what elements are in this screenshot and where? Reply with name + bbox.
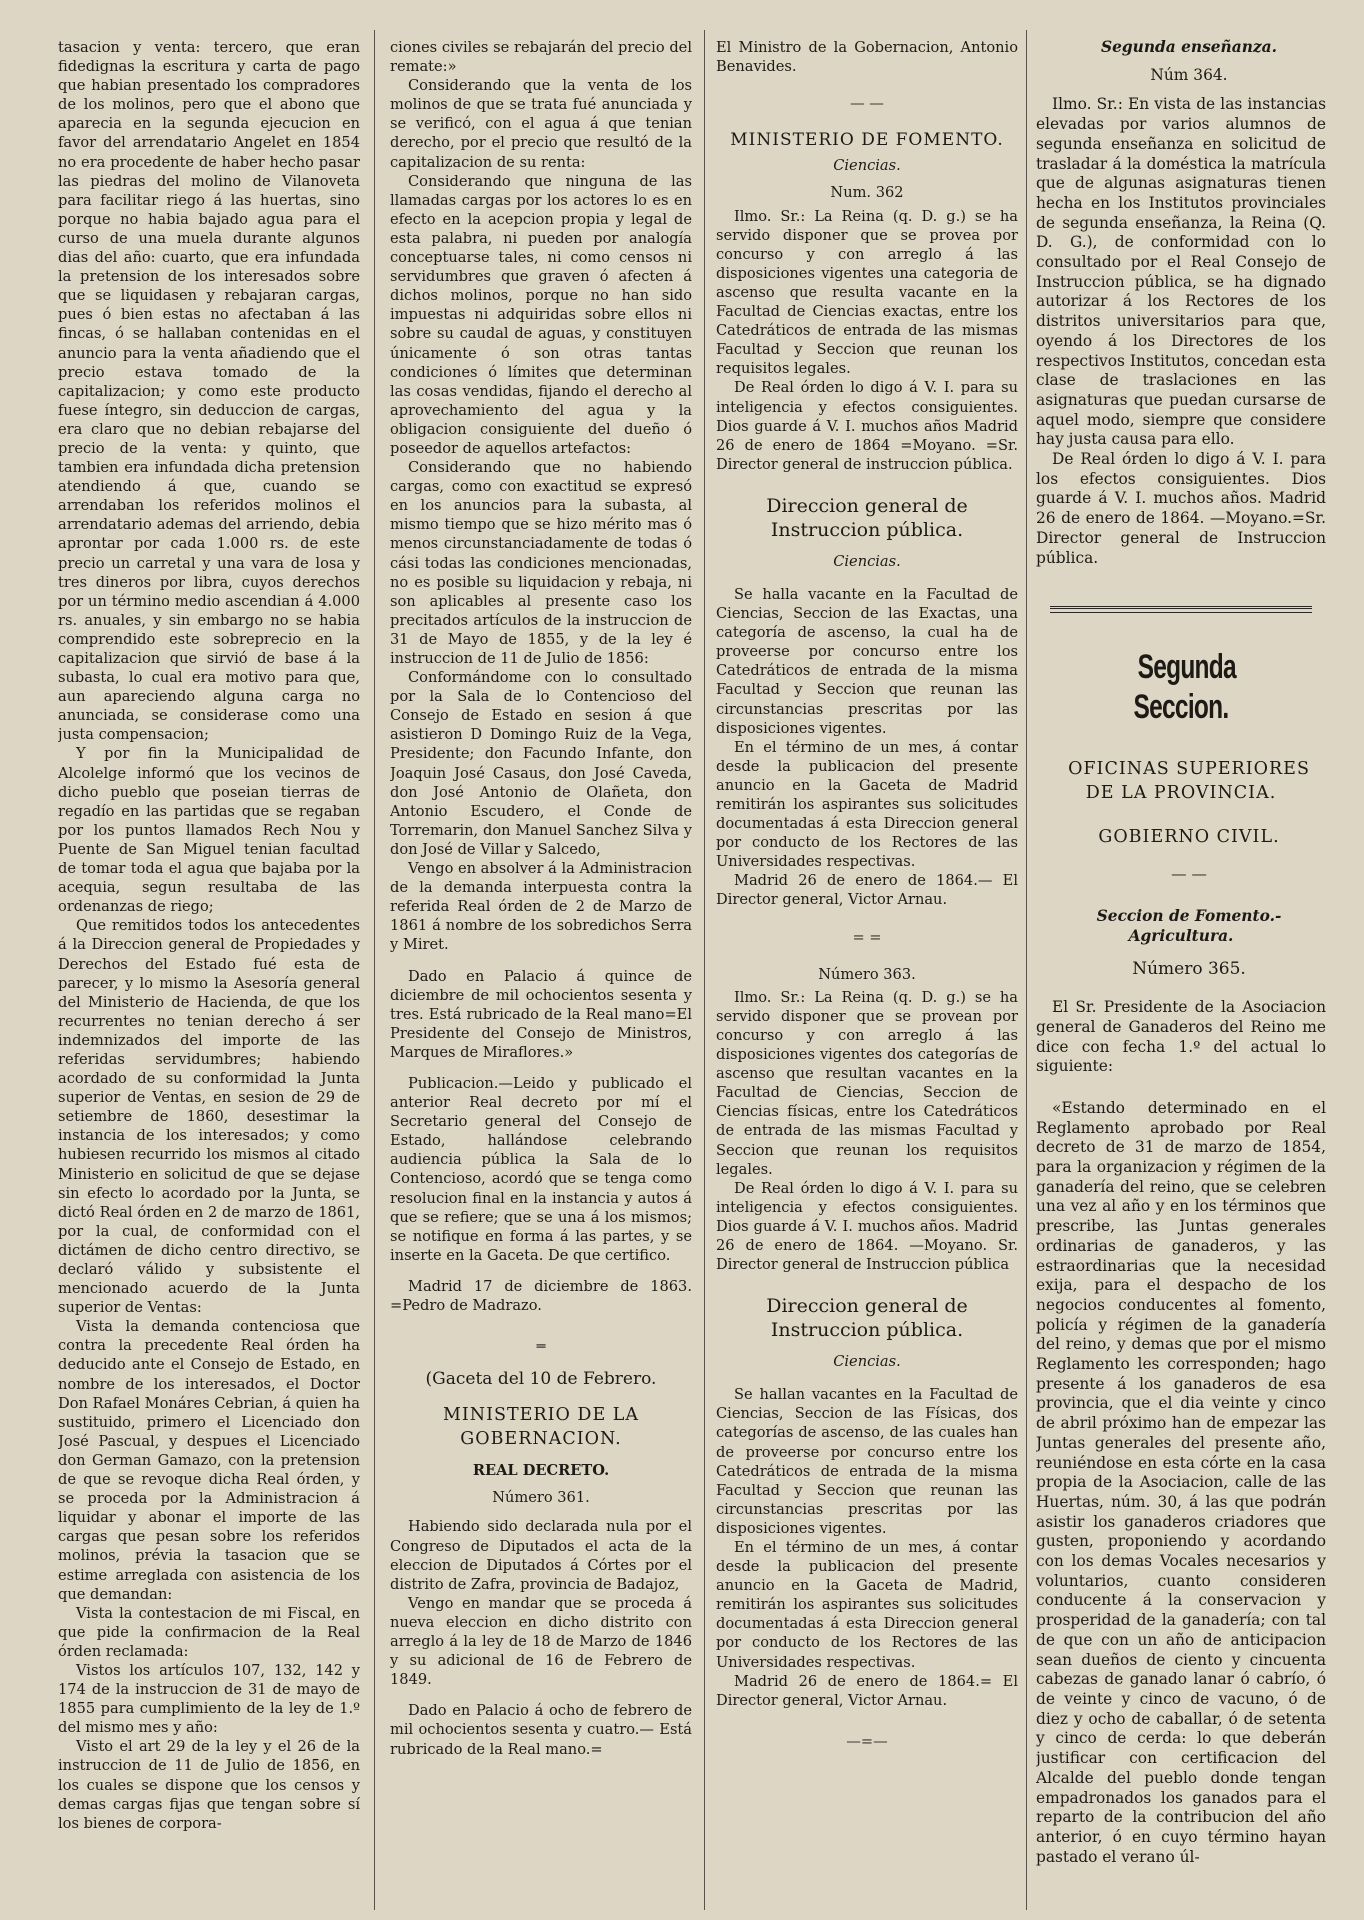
column-4	[1036, 38, 1326, 1908]
paragraph: Madrid 26 de enero de 1864.— El Director general, Victor Arnau.	[716, 872, 1018, 909]
paragraph: Y por fin la Municipalidad de Alcolelge informó que los vecinos de dicho pueblo que poseian tierras de regadío en las partidas que se regaban por los puntos llamados Rech Nou y Puente de San Miguel tenian facultad de tomar toda el agua que bajaba por la acequia, segun resultaba de las ordenanzas de riego;	[58, 745, 360, 916]
paragraph: Vengo en mandar que se proceda á nueva eleccion en dicho distrito con arreglo á la ley de 18 de Marzo de 1846 y su adicional de 16 de Febrero de 1849.	[390, 1594, 692, 1689]
divider: — —	[850, 95, 884, 113]
paragraph: Ilmo. Sr.: La Reina (q. D. g.) se ha servido disponer que se provean por concurso y con arreglo á las disposiciones vigentes dos categorías de ascenso que resultan vacantes en la Facultad de Ciencias, Seccion de Ciencias físicas, entre los Catedráticos de entrada de las mismas Facultad y Seccion que reunan los requisitos legales.	[716, 988, 1018, 1178]
section-heading: Direccion general de Instruccion pública.	[766, 1295, 968, 1342]
paragraph: Dado en Palacio á quince de diciembre de mil ochocientos sesenta y tres. Está rubricado de la Real mano=El Presidente del Consejo de Ministros, Marques de Miraflores.»	[390, 967, 692, 1061]
section-heading: Direccion general de Instruccion pública.	[766, 494, 968, 541]
item-number: Número 365.	[1132, 959, 1246, 980]
section-subtitle: Segunda enseñanza.	[1100, 38, 1277, 56]
section-subtitle: Seccion de Fomento.-Agricultura.	[1096, 906, 1282, 945]
column-rule	[704, 30, 705, 1910]
item-number: Núm 364.	[1150, 65, 1228, 84]
government-heading: GOBIERNO CIVIL.	[1098, 827, 1280, 848]
paragraph: Conformándome con lo consultado por la Sala de lo Contencioso del Consejo de Estado en sesion á que asistieron D Domingo Ruiz de la Vega, Presidente; don Facundo Infante, don Joaquin José Casaus, don José Caveda, don José Antonio de Olañeta, don Antonio Escudero, el Conde de Torremarin, don Manuel Sanchez Silva y don José de Villar y Salcedo,	[390, 669, 692, 858]
paragraph: El Ministro de la Gobernacion, Antonio Benavides.	[716, 39, 1018, 76]
ministry-heading: MINISTERIO DE LA GOBERNACION.	[442, 1405, 640, 1450]
paragraph: Publicacion.—Leido y publicado el anterior Real decreto por mí el Secretario general del Consejo de Estado, hallándose celebrando audiencia pública la Sala de lo Contencioso, acordó que se tenga como resolucion final en la instancia y autos á que se refiere; que se una á los mismos; se notifique en forma á las partes, y se inserte en la Gaceta. De que certifico.	[390, 1074, 692, 1264]
divider: ═	[536, 1338, 546, 1356]
paragraph: ciones civiles se rebajarán del precio del remate:»	[390, 39, 692, 76]
paragraph: Considerando que no habiendo cargas, como con exactitud se expresó en los anuncios para la subasta, al mismo tiempo que se hizo mérito mas ó menos circunstanciadamente de todas ó cási todas las condiciones mencionadas, no es posible su liquidacion y rebaja, ni son aplicables al presente caso los precitados artículos de la instruccion de 31 de Mayo de 1855, y de la ley é instruccion de 11 de Julio de 1856:	[390, 459, 692, 667]
section-subtitle: Ciencias.	[833, 157, 901, 175]
paragraph: Que remitidos todos los antecedentes á la Direccion general de Propiedades y Derechos del Estado fué esta de parecer, y lo mismo la Asesoría general del Ministerio de Hacienda, de que los recurrentes no tenian derecho á ser indemnizados del importe de las referidas servidumbres; habiendo acordado de su conformidad la Junta superior de Ventas, en sesion de 29 de setiembre de 1860, desestimar la instancia de los interesados; y como hubiesen recurrido los mismos al citado Ministerio en solicitud de que se dejase sin efecto lo acordado por la Junta, se dictó Real órden en 2 de marzo de 1861, por la cual, de conformidad con el dictámen de dicho centro directivo, se declaró válido y subsistente el mencionado acuerdo de la Junta superior de Ventas:	[58, 917, 360, 1317]
paragraph: Dado en Palacio á ocho de febrero de mil ochocientos sesenta y cuatro.— Está rubricado de la Real mano.=	[390, 1702, 692, 1758]
paragraph: Considerando que ninguna de las llamadas cargas por los actores lo es en efecto en la acepcion propia y legal de esta palabra, ni pueden por analogía conceptuarse tales, ni como censos ni servidumbres que graven ó afecten á dichos molinos, porque no han sido impuestas ni adquiridas sobre ellos ni sobre su caudal de aguas, y constituyen únicamente ó son otras tantas condiciones ó límites que determinan las cosas vendidas, fijando el derecho al aprovechamiento del agua y la obligacion consiguiente del dueño ó poseedor de aquellos artefactos:	[390, 172, 692, 457]
paragraph: Visto el art 29 de la ley y el 26 de la instruccion de 11 de Julio de 1856, en los cuales se dispone que los censos y demas cargas fijas que tengan sobre sí los bienes de corpora-	[58, 1738, 360, 1832]
paragraph: Se halla vacante en la Facultad de Ciencias, Seccion de las Exactas, una categoría de ascenso, la cual ha de proveerse por concurso entre los Catedráticos de entrada de la misma Facultad y Seccion que reunan las circunstancias prescritas por las disposiciones vigentes.	[716, 585, 1018, 737]
paragraph: tasacion y venta: tercero, que eran fidedignas la escritura y carta de pago que habian presentado los compradores de los molinos, pero que el abono que aparecia en la segunda ejecucion en favor del arrendatario Angelet en 1854 no era procedente de haber hecho pasar las piedras del molino de Vilanoveta para facilitar riego á las huertas, sino porque no habia bajado agua para el curso de una muela durante algunos dias del año: cuarto, que era infundada la pretension de los interesados sobre que se liquidasen y rebajaran cargas, pues ó bien estas no afectaban á las fincas, ó se hallaban contenidas en el anuncio para la venta añadiendo que el precio estava tomado de la capitalizacion; y como este producto fuese íntegro, sin deduccion de cargas, era claro que no debian rebajarse del precio de la venta: y quinto, que tambien era infundada dicha pretension atendiendo á que, cuando se arrendaban los referidos molinos el arrendatario ademas del arriendo, debia aprontar por cada 1.000 rs. de este precio un carretal y una vara de losa y tres dineros por libra, cuyos derechos por un término medio ascendian á 4.000 rs. anuales, y sin embargo no se habia comprendido este sobreprecio en la capitalizacion que sirvió de base á la subasta, lo cual era motivo para que, aun apareciendo alguna carga no anunciada, se considerase como una justa compensacion;	[58, 39, 360, 744]
paragraph: En el término de un mes, á contar desde la publicacion del presente anuncio en la Gaceta de Madrid, remitirán los aspirantes sus solicitudes documentadas á esta Direccion general por conducto de los Rectores de las Universidades respectivas.	[716, 1539, 1018, 1671]
paragraph: Ilmo. Sr.: La Reina (q. D. g.) se ha servido disponer que se provea por concurso y con arreglo á las disposiciones vigentes una categoria de ascenso que resulta vacante en la Facultad de Ciencias exactas, entre los Catedráticos de entrada de las mismas Facultad y Seccion que reunan los requisitos legales.	[716, 207, 1018, 378]
paragraph: De Real órden lo digo á V. I. para su inteligencia y efectos consiguientes. Dios guarde á V. I. muchos años Madrid 26 de enero de 1864 =Moyano. =Sr. Director general de instruccion pública.	[716, 379, 1018, 473]
paragraph: Considerando que la venta de los molinos de que se trata fué anunciada y se verificó, con el agua á que tenian derecho, por el precio que resultó de la capitalizacion de su renta:	[390, 77, 692, 171]
section-subtitle: Ciencias.	[833, 552, 901, 570]
divider: —=—	[846, 1732, 888, 1750]
section-title: Segunda Seccion.	[1133, 648, 1236, 727]
column-3	[716, 38, 1018, 1908]
section-subtitle: Ciencias.	[833, 1353, 901, 1371]
decree-number: Número 361.	[492, 1489, 590, 1507]
paragraph: Madrid 26 de enero de 1864.= El Director general, Victor Arnau.	[716, 1672, 1018, 1709]
paragraph: Vista la contestacion de mi Fiscal, en que pide la confirmacion de la Real órden reclamada:	[58, 1604, 360, 1660]
gazette-date: (Gaceta del 10 de Febrero.	[425, 1369, 657, 1390]
paragraph: Habiendo sido declarada nula por el Congreso de Diputados el acta de la eleccion de Diputados á Córtes por el distrito de Zafra, provincia de Badajoz,	[390, 1518, 692, 1593]
paragraph: Vengo en absolver á la Administracion de la demanda interpuesta contra la referida Real órden de 2 de Marzo de 1861 á nombre de los sobredichos Serra y Miret.	[390, 860, 692, 954]
paragraph: De Real órden lo digo á V. I. para su inteligencia y efectos consiguientes. Dios guarde á V. I. muchos años. Madrid 26 de enero de 1864. —Moyano. Sr. Director general de Instruccion pública	[716, 1179, 1018, 1274]
section-rule	[1050, 606, 1312, 613]
paragraph: Vista la demanda contenciosa que contra la precedente Real órden ha deducido ante el Consejo de Estado, en nombre de los interesados, el Doctor Don Rafael Monáres Cebrian, á quien ha sustituido, primero el Licenciado don José Pascual, y despues el Licenciado don German Gamazo, con la pretension de que se revoque dicha Real órden, y se proceda por la Administracion á liquidar y abonar el importe de las cargas que pesan sobre los referidos molinos, prévia la tasacion que se estime arreglada con asistencia de los que demandan:	[58, 1318, 360, 1603]
paragraph: De Real órden lo digo á V. I. para los efectos consiguientes. Dios guarde á V. I. muchos años. Madrid 26 de enero de 1864. —Moyano.=Sr. Director general de Instruccion pública.	[1036, 450, 1326, 567]
offices-heading: OFICINAS SUPERIORES DE LA PROVINCIA.	[1068, 759, 1310, 804]
column-2	[390, 38, 692, 1908]
column-rule	[374, 30, 375, 1910]
divider: = =	[852, 928, 882, 946]
ministry-heading: MINISTERIO DE FOMENTO.	[730, 130, 1004, 151]
paragraph: «Estando determinado en el Reglamento aprobado por Real decreto de 31 de marzo de 1854, para la organizacion y régimen de la ganadería del reino, que se celebren una vez al año y en los términos que prescribe, las Juntas generales ordinarias de ganaderos, y las estraordinarias que la necesidad exija, para el despacho de los negocios conducentes al fomento, policía y régimen de la ganadería del reino, y demas que por el mismo Reglamento les corresponden; hago presente á los ganaderos de esa provincia, que el dia veinte y cinco de abril próximo han de empezar las Juntas generales del presente año, reuniéndose en esta córte en la casa propia de la Asociacion, calle de las Huertas, núm. 30, á las que podrán asistir los ganaderos criadores que gusten, proponiendo y acordando con los demas Vocales necesarios y voluntarios, cuanto consideren conducente á la conservacion y prosperidad de la ganadería; con tal de que con un año de anticipacion sean dueños de ciento y cincuenta cabezas de ganado lanar ó cabrío, ó de veinte y cinco de vacuno, ó de diez y ocho de caballar, ó de setenta y cinco de cerda: lo que deberán justificar con certificacion del Alcalde del pueblo donde tengan empadronados los ganados para el reparto de la contribucion del año anterior, ó en cuyo término hayan pastado el verano úl-	[1036, 1098, 1326, 1866]
paragraph: El Sr. Presidente de la Asociacion general de Ganaderos del Reino me dice con fecha 1.º del actual lo siguiente:	[1036, 998, 1326, 1076]
column-rule	[1026, 30, 1027, 1910]
paragraph: Vistos los artículos 107, 132, 142 y 174 de la instruccion de 31 de mayo de 1855 para cumplimiento de la ley de 1.º del mismo mes y año:	[58, 1661, 360, 1737]
decree-heading: REAL DECRETO.	[472, 1462, 610, 1480]
paragraph: Se hallan vacantes en la Facultad de Ciencias, Seccion de las Físicas, dos categorías de ascenso, de las cuales han de proveerse por concurso entre los Catedráticos de entrada de la misma Facultad y Seccion que reunan las circunstancias prescritas por las disposiciones vigentes.	[716, 1386, 1018, 1537]
divider: — —	[1171, 865, 1207, 884]
paragraph: En el término de un mes, á contar desde la publicacion del presente anuncio en la Gaceta de Madrid remitirán los aspirantes sus solicitudes documentadas á esta Direccion general por conducto de los Rectores de las Universidades respectivas.	[716, 738, 1018, 871]
paragraph: Ilmo. Sr.: En vista de las instancias elevadas por varios alumnos de segunda enseñanza en solicitud de trasladar á la doméstica la matrícula que de algunas asignaturas tienen hecha en los Institutos provinciales de segunda enseñanza, la Reina (Q. D. G.), de conformidad con lo consultado por el Real Consejo de Instruccion pública, se ha dignado autorizar á los Rectores de los distritos universitarios para que, oyendo á los Directores de los respectivos Institutos, concedan esta clase de traslaciones en las asignaturas que puedan cursarse de aquel modo, siempre que considere hay justa causa para ello.	[1036, 95, 1326, 449]
column-1	[58, 38, 360, 1908]
paragraph: Madrid 17 de diciembre de 1863. =Pedro de Madrazo.	[390, 1277, 692, 1314]
item-number: Número 363.	[818, 965, 916, 983]
item-number: Num. 362	[830, 184, 904, 202]
